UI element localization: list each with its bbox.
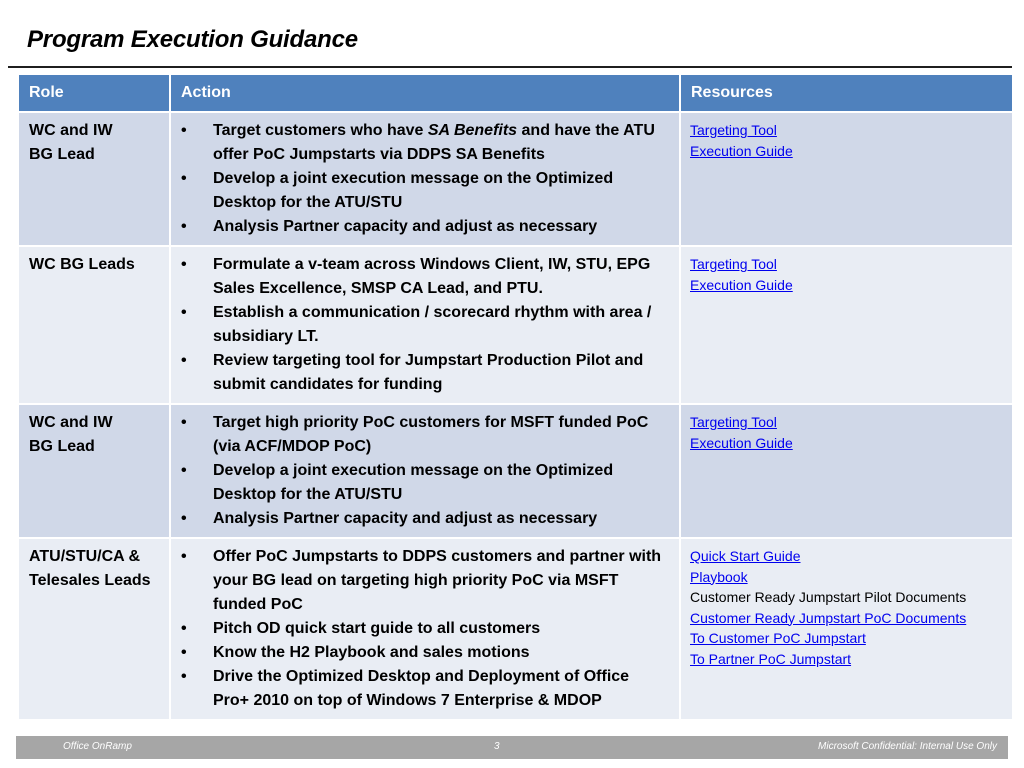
role-text: BG Lead <box>29 146 95 163</box>
table-body <box>19 112 1012 720</box>
resource-text: Customer Ready Jumpstart Pilot Documents <box>690 589 967 605</box>
resource-link[interactable]: To Partner PoC Jumpstart <box>690 650 852 667</box>
action-item <box>179 617 669 641</box>
table-row <box>19 246 1012 404</box>
action-text: Drive the Optimized Desktop and Deployment of Office Pro+ 2010 on top of Windows 7 Enterprise & MDOP <box>213 668 630 709</box>
resource-link[interactable]: Quick Start Guide <box>690 548 801 564</box>
role-text: ATU/STU/CA & <box>29 548 141 565</box>
action-cell <box>170 246 680 404</box>
action-text: Establish a communication / scorecard rhythm with area / subsidiary LT. <box>213 304 652 345</box>
table-row <box>19 112 1012 246</box>
guidance-table <box>19 75 1012 721</box>
title-divider <box>8 66 1012 68</box>
action-text: Analysis Partner capacity and adjust as necessary <box>213 510 598 527</box>
table-row <box>19 538 1012 720</box>
resources-cell <box>680 246 1012 404</box>
resource-link[interactable]: Playbook <box>690 568 748 585</box>
resource-link[interactable]: Targeting Tool <box>690 122 777 138</box>
action-item <box>179 507 669 531</box>
action-item <box>179 253 669 301</box>
role-text: WC and IW <box>29 414 113 431</box>
resources-cell <box>680 538 1012 720</box>
role-text: Telesales Leads <box>29 572 151 589</box>
header-role: Role <box>19 75 170 112</box>
header-resources: Resources <box>680 75 1012 112</box>
role-text: WC and IW <box>29 122 113 139</box>
action-item <box>179 215 669 239</box>
action-text: Develop a joint execution message on the Optimized Desktop for the ATU/STU <box>213 462 614 503</box>
action-item <box>179 301 669 349</box>
action-item <box>179 665 669 713</box>
action-text: Analysis Partner capacity and adjust as necessary <box>213 218 598 235</box>
table-header-row <box>19 75 1012 112</box>
footer-program-name: Office OnRamp <box>63 741 132 752</box>
action-item <box>179 545 669 617</box>
role-text: BG Lead <box>29 438 95 455</box>
action-emphasis-text: SA Benefits <box>427 122 518 139</box>
action-cell <box>170 112 680 246</box>
bullet-icon: • <box>181 510 187 527</box>
action-item <box>179 119 669 167</box>
resource-link[interactable]: Targeting Tool <box>690 256 777 272</box>
header-action: Action <box>170 75 680 112</box>
action-item <box>179 459 669 507</box>
action-text: Review targeting tool for Jumpstart Production Pilot and submit candidates for funding <box>213 352 644 393</box>
action-item <box>179 349 669 397</box>
action-list <box>179 411 669 531</box>
footer-confidentiality: Microsoft Confidential: Internal Use Only <box>818 741 997 752</box>
resource-link[interactable]: Execution Guide <box>690 434 793 451</box>
bullet-icon: • <box>181 122 187 139</box>
action-item <box>179 411 669 459</box>
bullet-icon: • <box>181 304 187 321</box>
bullet-icon: • <box>181 218 187 235</box>
bullet-icon: • <box>181 644 187 661</box>
action-item <box>179 641 669 665</box>
resources-cell <box>680 112 1012 246</box>
resource-link[interactable]: Execution Guide <box>690 276 793 293</box>
resources-cell <box>680 404 1012 538</box>
role-cell <box>19 404 170 538</box>
slide-footer <box>16 736 1008 759</box>
action-text: Target customers who have <box>213 122 428 139</box>
resource-link[interactable]: Execution Guide <box>690 142 793 159</box>
guidance-table-container <box>19 75 1012 721</box>
footer-page-number: 3 <box>494 741 500 752</box>
slide-title: Program Execution Guidance <box>27 26 358 53</box>
action-text: Target high priority PoC customers for MSFT funded PoC (via ACF/MDOP PoC) <box>213 414 649 455</box>
resource-link[interactable]: Customer Ready Jumpstart PoC Documents <box>690 609 967 626</box>
action-text-continued: and have the ATU offer PoC Jumpstarts via DDPS SA Benefits <box>213 122 655 163</box>
role-cell <box>19 246 170 404</box>
table-row <box>19 404 1012 538</box>
action-item <box>179 167 669 215</box>
action-text: Develop a joint execution message on the Optimized Desktop for the ATU/STU <box>213 170 614 211</box>
role-cell <box>19 538 170 720</box>
role-text: WC BG Leads <box>29 256 135 273</box>
action-text: Know the H2 Playbook and sales motions <box>213 644 530 661</box>
bullet-icon: • <box>181 352 187 369</box>
action-text: Pitch OD quick start guide to all customers <box>213 620 541 637</box>
action-text: Formulate a v-team across Windows Client, IW, STU, EPG Sales Excellence, SMSP CA Lead, and PTU. <box>213 256 651 297</box>
bullet-icon: • <box>181 668 187 685</box>
action-list <box>179 119 669 239</box>
bullet-icon: • <box>181 462 187 479</box>
action-list <box>179 545 669 713</box>
bullet-icon: • <box>181 620 187 637</box>
role-cell <box>19 112 170 246</box>
bullet-icon: • <box>181 256 187 273</box>
action-cell <box>170 538 680 720</box>
action-cell <box>170 404 680 538</box>
action-list <box>179 253 669 397</box>
bullet-icon: • <box>181 548 187 565</box>
action-text: Offer PoC Jumpstarts to DDPS customers and partner with your BG lead on targeting high priority PoC via MSFT funded PoC <box>213 548 662 613</box>
bullet-icon: • <box>181 170 187 187</box>
bullet-icon: • <box>181 414 187 431</box>
resource-link[interactable]: To Customer PoC Jumpstart <box>690 630 866 646</box>
resource-link[interactable]: Targeting Tool <box>690 414 777 430</box>
